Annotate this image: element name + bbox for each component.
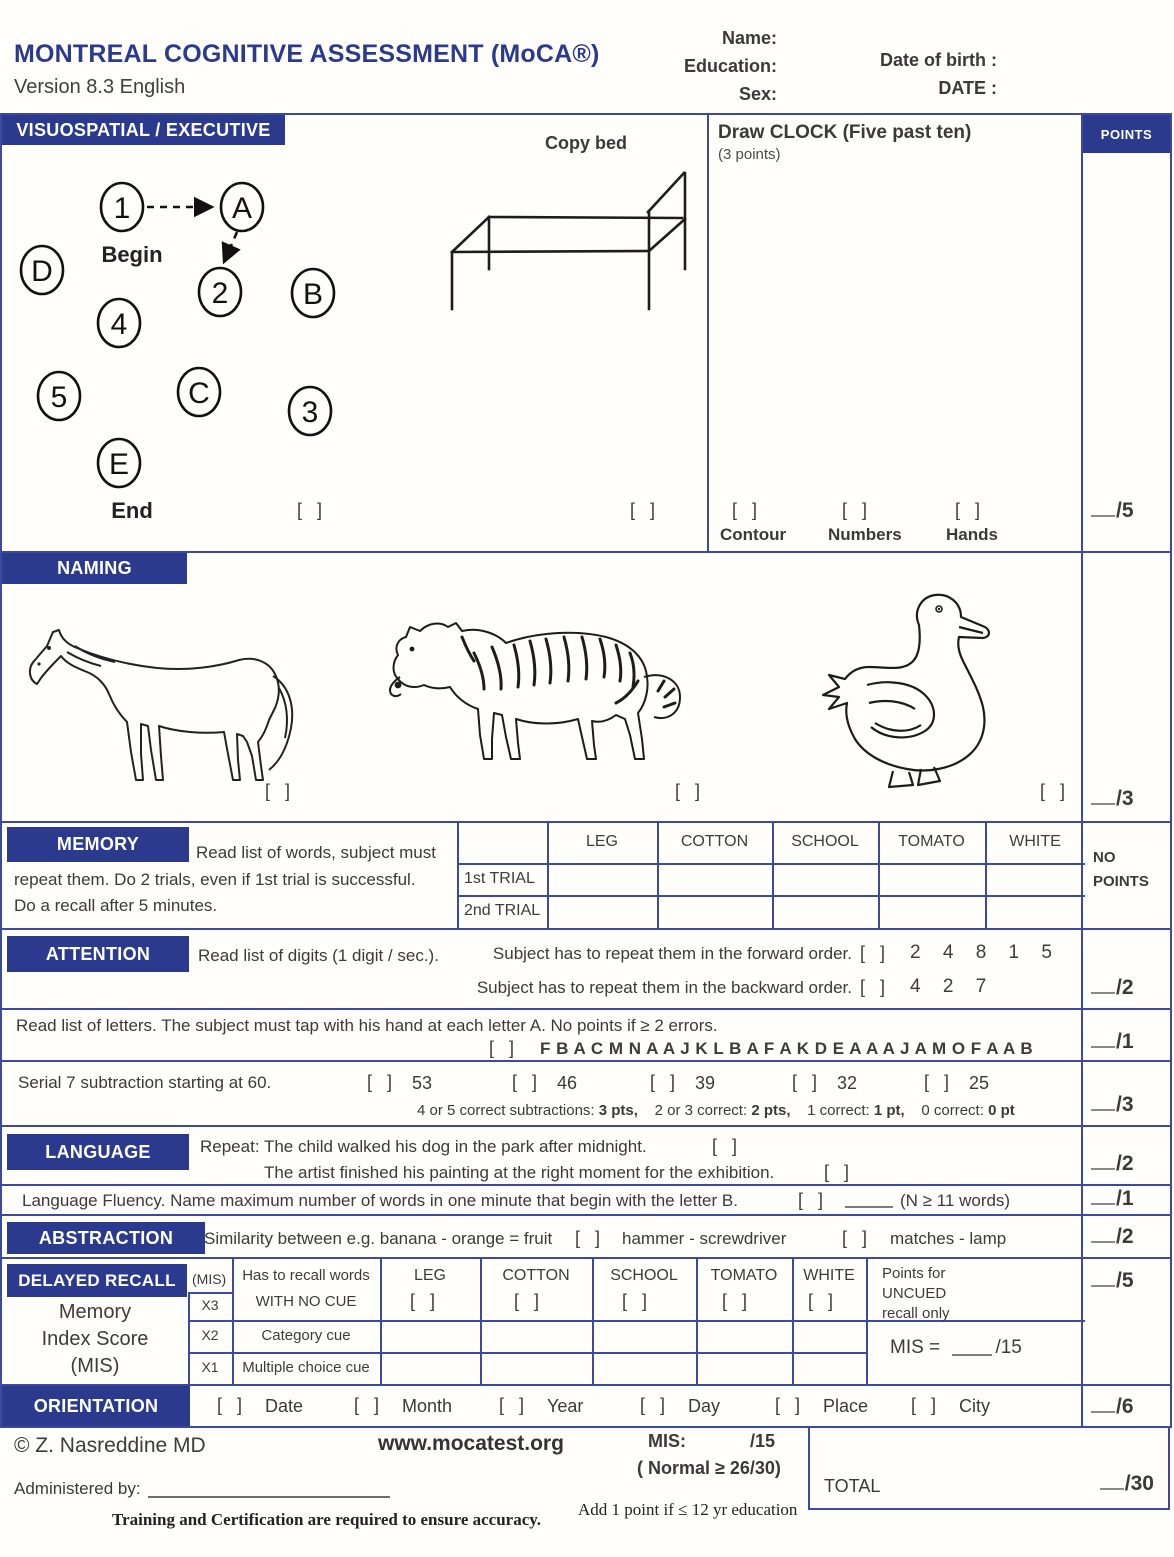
trail-node-label: D (31, 255, 53, 288)
memory-section-badge: MEMORY (7, 827, 189, 862)
tiger-drawing (354, 593, 699, 773)
trail-node-label: C (188, 377, 210, 410)
orientation-item-month: Month (402, 1396, 453, 1416)
trail-begin-label: Begin (101, 242, 163, 267)
training-note: Training and Certification are required to ensure accuracy. (112, 1510, 542, 1529)
orientation-year-bracket[interactable]: [ ] (499, 1395, 525, 1415)
points-cell-serial7 (1081, 1062, 1170, 1125)
memory-trial2-cells[interactable] (549, 897, 1083, 927)
name-field-label: Name: (721, 28, 777, 48)
clock-numbers-bracket[interactable]: [ ] (842, 500, 868, 520)
clock-title: Draw CLOCK (Five past ten) (718, 122, 972, 143)
orientation-item-date: Date (265, 1396, 304, 1416)
recall-tomato-bracket[interactable]: [ ] (722, 1291, 748, 1311)
recall-school-bracket[interactable]: [ ] (622, 1291, 648, 1311)
dob-field-label: Date of birth : (880, 50, 997, 70)
abstraction-points-blank[interactable] (1091, 1228, 1115, 1243)
points-column-header: POINTS (1083, 115, 1170, 153)
clock-drawing-area[interactable] (712, 175, 1082, 485)
points-cell-fluency (1081, 1186, 1170, 1214)
orientation-date-bracket[interactable]: [ ] (217, 1395, 243, 1415)
serial7-points[interactable]: /3 (1091, 1093, 1134, 1117)
trail-making-drawing (10, 150, 410, 550)
repeat1-score-bracket[interactable]: [ ] (712, 1136, 738, 1156)
serial7-scoring-rule: 4 or 5 correct subtractions: 3 pts, 2 or 3 correct: 2 pts, 1 correct: 1 pt, 0 correct: 0 pt (417, 1102, 1015, 1119)
repeat-points-blank[interactable] (1091, 1155, 1115, 1170)
abstraction-bracket-1[interactable]: [ ] (575, 1228, 601, 1248)
trail-node-label: 1 (113, 192, 131, 225)
trail-node-label: E (108, 448, 130, 481)
tiger-score-bracket[interactable]: [ ] (675, 781, 701, 801)
attention-instruction: Read list of digits (1 digit / sec.). (198, 946, 439, 965)
letters-points-blank[interactable] (1091, 1033, 1115, 1048)
serial7-value-1: 53 (412, 1073, 433, 1093)
recall-white-bracket[interactable]: [ ] (808, 1291, 834, 1311)
serial7-bracket-2[interactable]: [ ] (512, 1072, 538, 1092)
recall-word-white: WHITE (803, 1267, 855, 1284)
orientation-day-bracket[interactable]: [ ] (640, 1395, 666, 1415)
uncued-note-2: UNCUED (882, 1285, 947, 1302)
trail-score-bracket[interactable]: [ ] (297, 500, 323, 520)
education-input-area[interactable] (785, 58, 845, 78)
memory-word-white: WHITE (1009, 833, 1061, 850)
repeat-sentence-1: Repeat: The child walked his dog in the park after midnight. (200, 1137, 647, 1156)
delayed-recall-section-badge: DELAYED RECALL (7, 1264, 187, 1297)
orientation-month-bracket[interactable]: [ ] (354, 1395, 380, 1415)
memory-instruction-3: Do a recall after 5 minutes. (14, 896, 218, 915)
multiplier-x2: X2 (201, 1327, 219, 1343)
repeat-sentence-2: The artist finished his painting at the right moment for the exhibition. (264, 1163, 775, 1182)
footer-mis-label: MIS: (648, 1431, 686, 1451)
letters-instruction: Read list of letters. The subject must tap with his hand at each letter A. No points if ≥ 2 errors. (16, 1016, 718, 1035)
clock-subtitle: (3 points) (718, 146, 781, 163)
abstraction-points[interactable]: /2 (1091, 1225, 1134, 1249)
language-section-badge: LANGUAGE (7, 1134, 189, 1170)
section-language (0, 1125, 1172, 1186)
abstraction-pair-1: hammer - screwdriver (622, 1229, 787, 1248)
repeat-points[interactable]: /2 (1091, 1152, 1134, 1176)
total-label: TOTAL (824, 1476, 881, 1496)
hands-label: Hands (946, 525, 998, 544)
contour-label: Contour (720, 525, 787, 544)
section-visuospatial (0, 113, 1172, 553)
section-serial7 (0, 1060, 1172, 1127)
recall-leg-bracket[interactable]: [ ] (410, 1291, 436, 1311)
naming-points[interactable]: /3 (1091, 787, 1134, 811)
trail-node-label: A (231, 192, 253, 225)
orientation-item-year: Year (547, 1396, 584, 1416)
recall-word-tomato: TOMATO (710, 1267, 778, 1284)
date-field-label: DATE : (938, 78, 997, 98)
duck-drawing (797, 575, 1032, 793)
letters-points[interactable]: /1 (1091, 1030, 1134, 1054)
bed-drawing (442, 165, 702, 317)
bed-score-bracket[interactable]: [ ] (630, 500, 656, 520)
uncued-note-1: Points for (882, 1265, 946, 1282)
digits-points-blank[interactable] (1091, 979, 1115, 994)
orientation-item-day: Day (688, 1396, 721, 1416)
orientation-section-badge: ORIENTATION (2, 1386, 190, 1426)
repeat2-score-bracket[interactable]: [ ] (824, 1162, 850, 1182)
cue-none-line1: Has to recall words (242, 1267, 370, 1284)
recall-points-blank[interactable] (1091, 1272, 1115, 1287)
name-input-area[interactable] (785, 30, 985, 50)
cue-category: Category cue (261, 1327, 351, 1344)
trail-node-label: 5 (50, 381, 68, 414)
serial7-value-4: 32 (837, 1073, 858, 1093)
visuospatial-points[interactable]: /5 (1091, 499, 1134, 523)
fluency-count-blank[interactable] (845, 1206, 893, 1208)
abstraction-pair-2: matches - lamp (890, 1229, 1007, 1248)
memory-no-points-2: POINTS (1093, 873, 1149, 890)
forward-score-bracket[interactable]: [ ] (860, 943, 886, 963)
fluency-score-bracket[interactable]: [ ] (798, 1190, 824, 1210)
memory-instruction-1: Read list of words, subject must (196, 843, 436, 862)
clock-hands-bracket[interactable]: [ ] (955, 500, 981, 520)
memory-word-cotton: COTTON (680, 833, 749, 850)
memory-word-tomato: TOMATO (898, 833, 965, 850)
points-cell-memory (1081, 823, 1170, 928)
copy-bed-label: Copy bed (545, 133, 628, 153)
memory-word-school: SCHOOL (791, 833, 859, 850)
points-cell-visuospatial (1081, 115, 1170, 551)
orientation-item-place: Place (823, 1396, 869, 1416)
section-attention-digits (0, 928, 1172, 1010)
mis-left-label: Memory Index Score (MIS) (41, 1301, 149, 1377)
trail-node-label: 4 (110, 308, 128, 341)
dob-input-area[interactable] (1000, 52, 1160, 72)
sex-field-label: Sex: (738, 84, 777, 104)
numbers-label: Numbers (828, 525, 902, 544)
version-label: Version 8.3 English (14, 76, 186, 98)
memory-word-leg: LEG (585, 833, 618, 850)
education-bonus-note: Add 1 point if ≤ 12 yr education (578, 1500, 798, 1519)
section-delayed-recall (0, 1257, 1172, 1386)
letters-score-bracket[interactable]: [ ] (489, 1038, 515, 1058)
memory-trial1-cells[interactable] (549, 865, 1083, 895)
cue-multiple-choice: Multiple choice cue (242, 1359, 370, 1376)
memory-instruction-2: repeat them. Do 2 trials, even if 1st trial is successful. (14, 870, 416, 889)
serial7-bracket-5[interactable]: [ ] (924, 1072, 950, 1092)
recall-word-school: SCHOOL (610, 1267, 678, 1284)
recall-cotton-bracket[interactable]: [ ] (514, 1291, 540, 1311)
footer-mis-denominator: /15 (750, 1431, 776, 1451)
clock-contour-bracket[interactable]: [ ] (732, 500, 758, 520)
forward-order-label: Subject has to repeat them in the forward order. (492, 944, 852, 963)
trail-end-label: End (111, 498, 153, 523)
digits-points[interactable]: /2 (1091, 976, 1134, 1000)
page-title: MONTREAL COGNITIVE ASSESSMENT (MoCA®) (14, 40, 600, 68)
footer-mis-input-area[interactable] (660, 1436, 745, 1454)
points-cell-abstraction (1081, 1216, 1170, 1257)
multiplier-x3: X3 (201, 1297, 219, 1313)
recall-word-cotton: COTTON (502, 1267, 570, 1284)
total-score-box (808, 1426, 1170, 1510)
points-cell-repeat (1081, 1127, 1170, 1184)
orientation-item-city: City (959, 1396, 990, 1416)
mis-score-blank[interactable] (952, 1354, 992, 1356)
horse-drawing (17, 588, 332, 784)
backward-digits: 4 2 7 (910, 976, 987, 997)
serial7-instruction: Serial 7 subtraction starting at 60. (18, 1073, 272, 1092)
serial7-value-5: 25 (969, 1073, 990, 1093)
trail-node-label: 3 (301, 396, 319, 429)
orientation-place-bracket[interactable]: [ ] (775, 1395, 801, 1415)
abstraction-section-badge: ABSTRACTION (7, 1222, 205, 1254)
abstraction-bracket-2[interactable]: [ ] (842, 1228, 868, 1248)
visuospatial-divider (707, 115, 709, 551)
forward-digits: 2 4 8 1 5 (910, 942, 1052, 963)
website-link[interactable]: www.mocatest.org (378, 1432, 564, 1455)
serial7-value-2: 46 (557, 1073, 578, 1093)
points-cell-letters (1081, 1010, 1170, 1060)
backward-score-bracket[interactable]: [ ] (860, 977, 886, 997)
memory-trial2-label: 2nd TRIAL (464, 902, 541, 919)
serial7-bracket-3[interactable]: [ ] (650, 1072, 676, 1092)
administered-by-blank[interactable] (148, 1496, 390, 1498)
serial7-points-blank[interactable] (1091, 1096, 1115, 1111)
sex-input-area[interactable] (785, 86, 845, 106)
date-input-area[interactable] (1000, 80, 1160, 100)
orientation-points-blank[interactable] (1091, 1398, 1115, 1413)
points-cell-digits (1081, 930, 1170, 1008)
orientation-points[interactable]: /6 (1091, 1395, 1134, 1419)
memory-no-points-1: NO (1093, 849, 1116, 866)
section-naming (0, 551, 1172, 823)
section-orientation (0, 1384, 1172, 1428)
multiplier-x1: X1 (201, 1359, 219, 1375)
visuospatial-section-badge: VISUOSPATIAL / EXECUTIVE (2, 115, 285, 145)
total-points[interactable]: /30 (1100, 1472, 1154, 1496)
naming-points-blank[interactable] (1091, 790, 1115, 805)
serial7-bracket-1[interactable]: [ ] (367, 1072, 393, 1092)
points-cell-recall (1081, 1259, 1170, 1384)
copyright-label: © Z. Nasreddine MD (14, 1434, 206, 1457)
administered-by-label: Administered by: (14, 1479, 141, 1498)
horse-score-bracket[interactable]: [ ] (265, 781, 291, 801)
memory-trial1-label: 1st TRIAL (464, 870, 535, 887)
points-cell-naming (1081, 553, 1170, 821)
mis-score-line: MIS = /15 (890, 1337, 1022, 1358)
serial7-value-3: 39 (695, 1073, 716, 1093)
fluency-points[interactable]: /1 (1091, 1187, 1134, 1211)
section-memory (0, 821, 1172, 930)
letters-sequence: F B A C M N A A J K L B A F A K D E A A A J A M O F A A B (540, 1039, 1034, 1058)
backward-order-label: Subject has to repeat them in the backward order. (476, 978, 852, 997)
fluency-points-blank[interactable] (1091, 1190, 1115, 1205)
attention-section-badge: ATTENTION (7, 936, 189, 972)
serial7-bracket-4[interactable]: [ ] (792, 1072, 818, 1092)
uncued-note-3: recall only (882, 1305, 950, 1322)
fluency-note: (N ≥ 11 words) (900, 1191, 1011, 1210)
recall-word-leg: LEG (413, 1267, 446, 1284)
trail-node-label: 2 (211, 277, 229, 310)
normal-cutoff-note: ( Normal ≥ 26/30) (637, 1458, 781, 1478)
section-abstraction (0, 1214, 1172, 1259)
abstraction-intro: Similarity between e.g. banana - orange = fruit (204, 1229, 553, 1248)
total-points-blank[interactable] (1100, 1475, 1124, 1490)
mis-tag: (MIS) (192, 1271, 227, 1287)
section-fluency (0, 1184, 1172, 1216)
trail-node-label: B (302, 278, 324, 311)
orientation-city-bracket[interactable]: [ ] (911, 1395, 937, 1415)
naming-section-badge: NAMING (2, 553, 187, 584)
duck-score-bracket[interactable]: [ ] (1040, 781, 1066, 801)
cue-none-line2: WITH NO CUE (255, 1293, 357, 1310)
section-attention-letters (0, 1008, 1172, 1062)
fluency-instruction: Language Fluency. Name maximum number of words in one minute that begin with the letter B. (22, 1191, 738, 1210)
points-cell-orientation (1081, 1386, 1170, 1426)
education-field-label: Education: (684, 56, 777, 76)
visuospatial-points-blank[interactable] (1091, 502, 1115, 517)
recall-points[interactable]: /5 (1091, 1269, 1134, 1293)
